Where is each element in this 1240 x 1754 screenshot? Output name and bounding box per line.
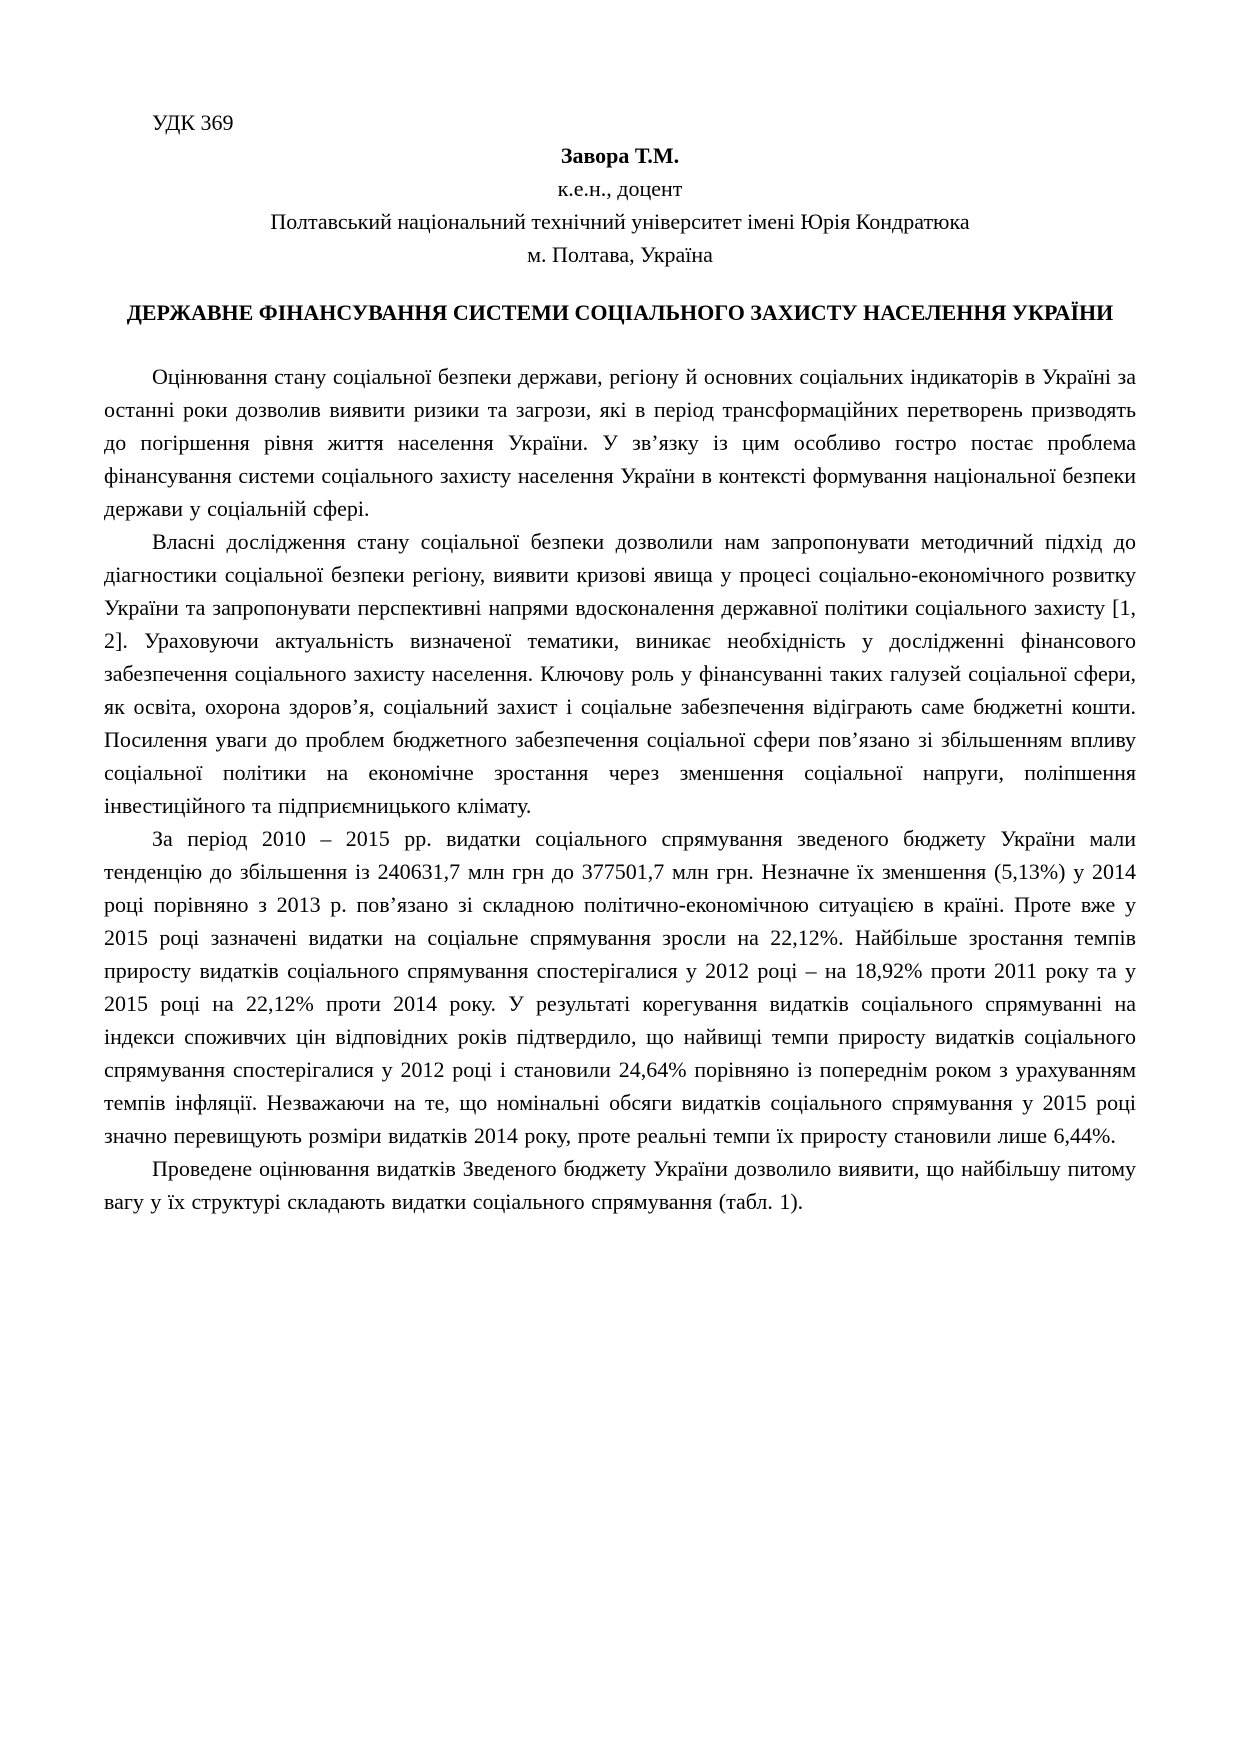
author-affiliation: Полтавський національний технічний університет імені Юрія Кондратюка [270, 209, 970, 234]
paragraph-4: Проведене оцінювання видатків Зведеного бюджету України дозволило виявити, що найбільшу питому вагу у їх структурі складають видатки соціального спрямування (табл. 1). [104, 1156, 1136, 1214]
udk-code: УДК 369 [152, 110, 234, 135]
document-body [104, 360, 1136, 1218]
paragraph-3: За період 2010 – 2015 рр. видатки соціального спрямування зведеного бюджету України мали тенденцію до збільшення із 240631,7 млн грн до 377501,7 млн грн. Незначне їх зменшення (5,13%) у 2014 році порівняно з 2013 р. пов’язано зі складною політично-економічною ситуацією в країні. Проте вже у 2015 році зазначені видатки на соціальне спрямування зросли на 22,12%. Найбільше зростання темпів приросту видатків соціального спрямування спостерігалися у 2012 році – на 18,92% проти 2011 року та у 2015 році на 22,12% проти 2014 року. У результаті корегування видатків соціального спрямуванні на індекси споживчих цін відповідних років підтвердило, що найвищі темпи приросту видатків соціального спрямування спостерігалися у 2012 році і становили 24,64% порівняно із попереднім роком з урахуванням темпів інфляції. Незважаючи на те, що номінальні обсяги видатків соціального спрямування у 2015 році значно перевищують розміри видатків 2014 року, проте реальні темпи їх приросту становили лише 6,44%. [104, 826, 1136, 1148]
author-name: Завора Т.М. [560, 143, 680, 168]
author-block [104, 139, 1136, 271]
paragraph-1: Оцінювання стану соціальної безпеки держави, регіону й основних соціальних індикаторів в Україні за останні роки дозволив виявити ризики та загрози, які в період трансформаційних перетворень призводять до погіршення рівня життя населення України. У зв’язку із цим особливо гостро постає проблема фінансування системи соціального захисту населення України в контексті формування національної безпеки держави у соціальній сфері. [104, 364, 1136, 521]
paragraph-2: Власні дослідження стану соціальної безпеки дозволили нам запропонувати методичний підхід до діагностики соціальної безпеки регіону, виявити кризові явища у процесі соціально-економічного розвитку України та запропонувати перспективні напрями вдосконалення державної політики соціального захисту [1, 2]. Ураховуючи актуальність визначеної тематики, виникає необхідність у дослідженні фінансового забезпечення соціального захисту населення. Ключову роль у фінансуванні таких галузей соціальної сфери, як освіта, охорона здоров’я, соціальний захист і соціальне забезпечення відіграють саме бюджетні кошти. Посилення уваги до проблем бюджетного забезпечення соціальної сфери пов’язано зі збільшенням впливу соціальної політики на економічне зростання через зменшення соціальної напруги, поліпшення інвестиційного та підприємницького клімату. [104, 529, 1136, 818]
author-degree: к.е.н., доцент [557, 176, 683, 201]
document-title: ДЕРЖАВНЕ ФІНАНСУВАННЯ СИСТЕМИ СОЦІАЛЬНОГО ЗАХИСТУ НАСЕЛЕННЯ УКРАЇНИ [126, 300, 1114, 325]
author-location: м. Полтава, Україна [527, 242, 713, 267]
